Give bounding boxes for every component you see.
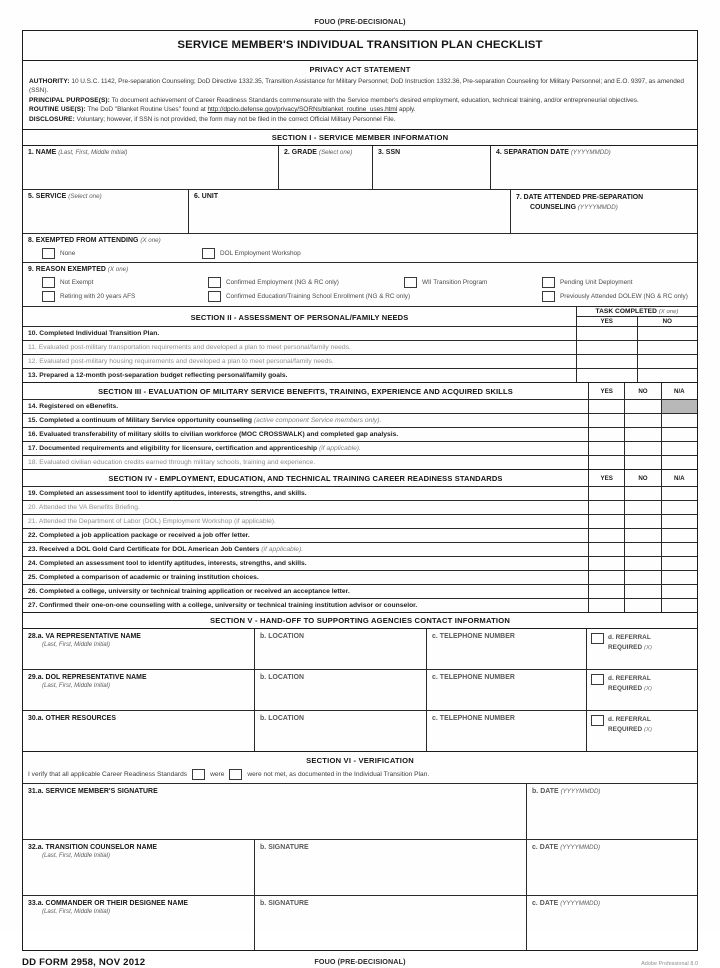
checkbox-icon[interactable]: [42, 277, 55, 288]
form-footer: [22, 951, 698, 968]
column-header-na: N/A: [673, 387, 685, 395]
column-header-na: N/A: [673, 474, 685, 482]
table-row: [23, 414, 697, 428]
item-13-text: Prepared a 12-month post-separation budget reflecting personal/family goals.: [39, 372, 288, 380]
answer-no-cell[interactable]: [625, 599, 661, 612]
answer-yes-cell[interactable]: [589, 515, 625, 528]
section-2-items: [23, 327, 697, 383]
answer-na-cell[interactable]: [662, 529, 697, 542]
privacy-disclosure-text: Voluntary; however, if SSN is not provided, the form may not be filed in the correct Official Military Personnel File.: [76, 115, 396, 123]
task-completed-group: [577, 307, 697, 326]
section-3-header: SECTION III - EVALUATION OF MILITARY SERVICE BENEFITS, TRAINING, EXPERIENCE AND ACQUIRED SKILLS: [23, 383, 589, 399]
checkbox-icon[interactable]: [542, 291, 555, 302]
checkbox-icon-were-not-met[interactable]: [229, 769, 242, 780]
checkbox-icon[interactable]: [42, 248, 55, 259]
exempted-label: 8. EXEMPTED FROM ATTENDING: [28, 237, 139, 245]
service-member-date-note: (YYYYMMDD): [560, 788, 601, 796]
table-row: [23, 543, 697, 557]
answer-no-cell[interactable]: [625, 543, 661, 556]
section-1-row-2: [23, 190, 697, 234]
item-26-number: 26.: [28, 588, 38, 596]
va-location-field[interactable]: [255, 629, 427, 669]
signature-row-32: [23, 840, 697, 896]
transition-counselor-date-field[interactable]: [527, 840, 697, 895]
field-name[interactable]: [23, 146, 279, 189]
dol-referral-required-field[interactable]: [587, 670, 697, 710]
other-referral-label-2: REQUIRED: [608, 725, 643, 733]
table-row: [23, 557, 697, 571]
privacy-routine-use: [29, 105, 691, 114]
column-header-no: NO: [662, 318, 672, 326]
item-27-number: 27.: [28, 602, 38, 610]
transition-counselor-name-label: 32.a. TRANSITION COUNSELOR NAME: [28, 844, 158, 852]
item-21-note: (if applicable).: [233, 518, 276, 526]
answer-no-cell[interactable]: [625, 557, 661, 570]
privacy-routine-text-post: apply.: [398, 106, 416, 114]
answer-no-cell[interactable]: [625, 456, 661, 469]
answer-na-cell[interactable]: [662, 571, 697, 584]
answer-na-cell[interactable]: [662, 557, 697, 570]
section-2-header: SECTION II - ASSESSMENT OF PERSONAL/FAMILY NEEDS: [23, 307, 577, 326]
field-service-note: (Select one): [68, 193, 102, 201]
field-exempted-from-attending: [23, 234, 697, 263]
item-24-number: 24.: [28, 560, 38, 568]
field-grade-label: 2. GRADE: [284, 149, 317, 157]
other-location-label: b. LOCATION: [260, 715, 305, 723]
transition-counselor-name-note: (Last, First, Middle Initial): [42, 852, 111, 860]
item-25-number: 25.: [28, 574, 38, 582]
privacy-routine-url[interactable]: http://dpclo.defense.gov/privacy/SORNs/blanket_routine_uses.html: [207, 106, 398, 114]
item-26-text: Completed a college, university or technical training application or received an acceptance letter.: [39, 588, 350, 596]
item-10-number: 10.: [28, 330, 38, 338]
va-representative-name-note: (Last, First, Middle Initial): [42, 641, 111, 649]
verification-text-post: were not met, as documented in the Individual Transition Plan.: [247, 771, 430, 779]
exempt-option-none-label: None: [60, 250, 76, 258]
verification-text-mid: were: [210, 771, 225, 779]
section-1-header: SECTION I - SERVICE MEMBER INFORMATION: [23, 130, 697, 146]
section-2-header-row: [23, 307, 697, 327]
service-member-date-label: b. DATE: [532, 788, 559, 796]
field-ssn[interactable]: [373, 146, 491, 189]
other-referral-note: (X): [643, 726, 652, 733]
answer-no-cell[interactable]: [625, 501, 661, 514]
table-row: [23, 670, 697, 711]
checkbox-icon[interactable]: [591, 633, 604, 644]
answer-yes-cell[interactable]: [589, 428, 625, 441]
commander-signature-field[interactable]: [255, 896, 527, 950]
checkbox-icon[interactable]: [591, 715, 604, 726]
item-17-number: 17.: [28, 445, 38, 453]
va-representative-name-label: 28.a. VA REPRESENTATIVE NAME: [28, 633, 141, 641]
item-16-number: 16.: [28, 431, 38, 439]
privacy-act-statement: [23, 61, 697, 130]
item-22-text: Completed a job application package or received a job offer letter.: [39, 532, 250, 540]
privacy-purpose-text: To document achievement of Career Readiness Standards commensurate with the Service member's desired employment, education, technical training, and/or entrepreneurial objectives.: [111, 96, 639, 104]
field-unit[interactable]: [189, 190, 511, 233]
table-row: [23, 327, 697, 341]
answer-yes-cell[interactable]: [589, 599, 625, 612]
table-row: [23, 355, 697, 369]
field-grade-note: (Select one): [318, 149, 353, 157]
item-15-number: 15.: [28, 417, 38, 425]
checkbox-icon[interactable]: [591, 674, 604, 685]
field-ssn-label: 3. SSN: [378, 149, 401, 157]
answer-no-cell[interactable]: [625, 414, 661, 427]
transition-counselor-date-note: (YYYYMMDD): [560, 844, 601, 852]
commander-signature-label: b. SIGNATURE: [260, 900, 309, 908]
item-14-number: 14.: [28, 403, 38, 411]
commander-date-label: c. DATE: [532, 900, 559, 908]
table-row: [23, 341, 697, 355]
checkbox-icon[interactable]: [542, 277, 555, 288]
verification-text-pre: I verify that all applicable Career Readiness Standards: [28, 771, 188, 779]
answer-na-cell[interactable]: [662, 428, 697, 441]
table-row: [23, 369, 697, 382]
checkbox-icon-were-met[interactable]: [192, 769, 205, 780]
item-23-number: 23.: [28, 546, 38, 554]
item-23-text: Received a DOL Gold Card Certificate for DOL American Job Centers: [39, 546, 260, 554]
transition-counselor-date-label: c. DATE: [532, 844, 559, 852]
item-16-text: Evaluated transferability of military skills to civilian workforce (MOC CROSSWALK) and completed gap analysis.: [39, 431, 399, 439]
item-12-text: Evaluated post-military housing requirements and developed a plan to meet personal/family needs.: [39, 358, 334, 366]
item-25-text: Completed a comparison of academic or training institution choices.: [39, 574, 259, 582]
dol-referral-note: (X): [643, 685, 652, 692]
item-11-text: Evaluated post-military transportation requirements and developed a plan to meet personal/family needs.: [38, 344, 351, 352]
column-header-yes: YES: [589, 383, 625, 399]
privacy-authority-text: 10 U.S.C. 1142, Pre-separation Counseling; DoD Directive 1332.35, Transition Assistance for Military Personnel; DoD Instruction 1332.36, Pre-separation Counseling for Military Personnel; and E.O. 9397, as amended (SSN).: [29, 78, 684, 95]
reason-option-confirmed-employment-label: Confirmed Employment (NG & RC only): [226, 279, 339, 287]
answer-yes-cell[interactable]: [589, 414, 625, 427]
answer-no-cell[interactable]: [638, 327, 698, 340]
answer-yes-cell[interactable]: [577, 341, 638, 354]
answer-yes-cell[interactable]: [589, 400, 625, 413]
reason-option-previously-attended-dolew-label: Previously Attended DOLEW (NG & RC only): [560, 293, 688, 301]
item-13-number: 13.: [28, 372, 38, 380]
item-22-number: 22.: [28, 532, 38, 540]
item-17-note: (if applicable).: [318, 445, 361, 453]
other-referral-label-1: d. REFERRAL: [608, 716, 651, 724]
item-17-text: Documented requirements and eligibility for licensure, certification and apprenticeship: [39, 445, 318, 453]
item-10-text: Completed Individual Transition Plan.: [39, 330, 160, 338]
item-15-note: (active component Service members only).: [253, 417, 382, 425]
transition-counselor-name-field[interactable]: [23, 840, 255, 895]
transition-counselor-signature-label: b. SIGNATURE: [260, 844, 309, 852]
table-row: [23, 711, 697, 751]
service-member-date-field[interactable]: [527, 784, 697, 839]
answer-no-cell[interactable]: [638, 355, 698, 368]
form-number: DD FORM 2958, NOV 2012: [22, 957, 146, 968]
va-referral-note: (X): [643, 644, 652, 651]
other-location-field[interactable]: [255, 711, 427, 751]
section-1-row-1: [23, 146, 697, 190]
item-11-number: 11.: [28, 344, 37, 352]
reason-option-not-exempt[interactable]: [42, 277, 208, 288]
task-completed-note: (X one): [658, 309, 679, 316]
table-row: [23, 428, 697, 442]
dol-referral-label-1: d. REFERRAL: [608, 675, 651, 683]
commander-name-note: (Last, First, Middle Initial): [42, 908, 111, 916]
answer-na-cell-disabled: [662, 400, 697, 413]
answer-yes-cell[interactable]: [589, 442, 625, 455]
table-row: [23, 456, 697, 469]
other-resources-field[interactable]: [23, 711, 255, 751]
item-19-text: Completed an assessment tool to identify aptitudes, interests, strengths, and skills.: [39, 490, 307, 498]
answer-yes-cell[interactable]: [589, 585, 625, 598]
column-header-yes: YES: [577, 317, 638, 326]
dol-representative-name-label: 29.a. DOL REPRESENTATIVE NAME: [28, 674, 147, 682]
column-header-yes: YES: [589, 470, 625, 486]
other-resources-label: 30.a. OTHER RESOURCES: [28, 715, 116, 723]
field-unit-label: 6. UNIT: [194, 193, 219, 201]
field-separation-date-label: 4. SEPARATION DATE: [496, 149, 569, 157]
va-location-label: b. LOCATION: [260, 633, 305, 641]
answer-yes-cell[interactable]: [577, 369, 638, 382]
table-row: [23, 515, 697, 529]
answer-yes-cell[interactable]: [589, 456, 625, 469]
table-row: [23, 571, 697, 585]
exempted-options: [28, 248, 693, 259]
item-20-text: Attended the VA Benefits Briefing.: [38, 504, 140, 512]
verification-statement: [23, 766, 697, 784]
exempted-note: (X one): [140, 237, 161, 245]
section-5-header: SECTION V - HAND-OFF TO SUPPORTING AGENCIES CONTACT INFORMATION: [23, 613, 697, 629]
answer-no-cell[interactable]: [625, 442, 661, 455]
reason-option-confirmed-employment[interactable]: [208, 277, 404, 288]
privacy-disclosure-label: DISCLOSURE:: [29, 115, 75, 123]
answer-na-cell[interactable]: [662, 585, 697, 598]
task-completed-label: TASK COMPLETED: [595, 308, 657, 316]
field-date-attended-counseling[interactable]: [511, 190, 697, 233]
answer-no-cell[interactable]: [625, 487, 661, 500]
item-18-text: Evaluated civilian education credits earned through military schools, training and experience.: [39, 459, 316, 467]
form-body: [22, 30, 698, 951]
other-telephone-field[interactable]: [427, 711, 587, 751]
reason-option-retiring-20-years-label: Retiring with 20 years AFS: [60, 293, 136, 301]
va-referral-label-2: REQUIRED: [608, 643, 643, 651]
privacy-purpose: [29, 96, 691, 105]
section-4-header-row: [23, 470, 697, 487]
field-service-label: 5. SERVICE: [28, 193, 67, 201]
checkbox-icon[interactable]: [404, 277, 417, 288]
privacy-act-heading: PRIVACY ACT STATEMENT: [309, 65, 411, 74]
table-row: [23, 400, 697, 414]
dol-referral-label-2: REQUIRED: [608, 684, 643, 692]
exempt-option-dol-workshop[interactable]: [202, 248, 301, 259]
privacy-routine-label: ROUTINE USE(S):: [29, 106, 86, 114]
reason-option-confirmed-education[interactable]: [208, 291, 542, 302]
field-date-attended-label2: COUNSELING: [530, 203, 576, 211]
item-14-text: Registered on eBenefits.: [39, 403, 119, 411]
privacy-routine-text-pre: The DoD "Blanket Routine Uses" found at: [87, 106, 206, 114]
transition-counselor-signature-field[interactable]: [255, 840, 527, 895]
section-4-header: SECTION IV - EMPLOYMENT, EDUCATION, AND TECHNICAL TRAINING CAREER READINESS STANDARDS: [23, 470, 589, 486]
va-referral-required-field[interactable]: [587, 629, 697, 669]
checkbox-icon[interactable]: [208, 291, 221, 302]
reason-option-pending-deployment[interactable]: [542, 277, 632, 288]
answer-no-cell[interactable]: [638, 341, 698, 354]
field-separation-date-note: (YYYYMMDD): [570, 149, 611, 157]
field-separation-date[interactable]: [491, 146, 697, 189]
reason-exempted-note: (X one): [107, 266, 129, 274]
item-19-number: 19.: [28, 490, 38, 498]
answer-na-cell[interactable]: [662, 543, 697, 556]
signature-row-31: [23, 784, 697, 840]
column-header-no: NO: [625, 383, 661, 399]
answer-no-cell[interactable]: [625, 529, 661, 542]
fouo-header-banner: FOUO (PRE-DECISIONAL): [314, 17, 406, 26]
answer-na-cell[interactable]: [662, 456, 697, 469]
table-row: [23, 529, 697, 543]
table-row: [23, 629, 697, 670]
item-21-text: Attended the Department of Labor (DOL) Employment Workshop: [38, 518, 233, 526]
answer-na-cell[interactable]: [662, 599, 697, 612]
table-row: [23, 487, 697, 501]
answer-yes-cell[interactable]: [589, 557, 625, 570]
answer-na-cell[interactable]: [662, 501, 697, 514]
answer-no-cell[interactable]: [625, 515, 661, 528]
commander-date-note: (YYYYMMDD): [560, 900, 601, 908]
answer-yes-cell[interactable]: [589, 529, 625, 542]
item-24-text: Completed an assessment tool to identify aptitudes, interests, strengths, and skills.: [39, 560, 307, 568]
field-name-label: 1. NAME: [28, 149, 57, 157]
exempt-option-dol-workshop-label: DOL Employment Workshop: [220, 250, 301, 258]
answer-no-cell[interactable]: [625, 571, 661, 584]
exempt-option-none[interactable]: [42, 248, 202, 259]
dol-location-label: b. LOCATION: [260, 674, 305, 682]
reason-option-wii-transition-label: WII Transition Program: [422, 279, 488, 287]
reason-option-confirmed-education-label: Confirmed Education/Training School Enrollment (NG & RC only): [226, 293, 411, 301]
checkbox-icon[interactable]: [202, 248, 215, 259]
dol-location-field[interactable]: [255, 670, 427, 710]
other-referral-required-field[interactable]: [587, 711, 697, 751]
privacy-purpose-label: PRINCIPAL PURPOSE(S):: [29, 96, 110, 104]
commander-name-label: 33.a. COMMANDER OR THEIR DESIGNEE NAME: [28, 900, 189, 908]
privacy-authority-label: AUTHORITY:: [29, 78, 70, 85]
reason-option-previously-attended-dolew[interactable]: [542, 291, 688, 302]
table-row: [23, 585, 697, 599]
column-header-no: NO: [625, 470, 661, 486]
answer-na-cell[interactable]: [662, 487, 697, 500]
field-date-attended-label: 7. DATE ATTENDED PRE-SEPARATION: [516, 194, 644, 202]
answer-na-cell[interactable]: [662, 515, 697, 528]
reason-option-retiring-20-years[interactable]: [42, 291, 208, 302]
commander-name-field[interactable]: [23, 896, 255, 950]
dol-representative-name-note: (Last, First, Middle Initial): [42, 682, 111, 690]
commander-date-field[interactable]: [527, 896, 697, 950]
answer-yes-cell[interactable]: [589, 501, 625, 514]
section-3-header-row: [23, 383, 697, 400]
answer-yes-cell[interactable]: [589, 543, 625, 556]
form-title: SERVICE MEMBER'S INDIVIDUAL TRANSITION PLAN CHECKLIST: [23, 31, 697, 61]
field-grade[interactable]: [279, 146, 373, 189]
va-telephone-label: c. TELEPHONE NUMBER: [432, 633, 515, 641]
pdf-producer-label: Adobe Professional 8.0: [641, 961, 698, 968]
dol-telephone-label: c. TELEPHONE NUMBER: [432, 674, 515, 682]
checkbox-icon[interactable]: [208, 277, 221, 288]
field-date-attended-note: (YYYYMMDD): [577, 203, 618, 211]
service-member-signature-field[interactable]: [23, 784, 527, 839]
item-15-text: Completed a continuum of Military Service opportunity counseling: [39, 417, 252, 425]
section-5-table: [23, 629, 697, 752]
answer-no-cell[interactable]: [625, 428, 661, 441]
privacy-disclosure: [29, 115, 691, 124]
answer-yes-cell[interactable]: [589, 571, 625, 584]
signature-row-33: [23, 896, 697, 950]
fouo-footer-banner: FOUO (PRE-DECISIONAL): [314, 957, 406, 967]
answer-no-cell[interactable]: [625, 400, 661, 413]
table-row: [23, 501, 697, 515]
answer-yes-cell[interactable]: [589, 487, 625, 500]
field-name-note: (Last, First, Middle Initial): [58, 149, 128, 157]
section-4-items: [23, 487, 697, 613]
field-reason-exempted: [23, 263, 697, 307]
answer-no-cell[interactable]: [625, 585, 661, 598]
item-21-number: 21.: [28, 518, 38, 526]
answer-no-cell[interactable]: [638, 369, 698, 382]
dol-telephone-field[interactable]: [427, 670, 587, 710]
checkbox-icon[interactable]: [42, 291, 55, 302]
field-service[interactable]: [23, 190, 189, 233]
reason-exempted-label: 9. REASON EXEMPTED: [28, 266, 106, 274]
reason-option-wii-transition[interactable]: [404, 277, 542, 288]
privacy-authority: [29, 77, 691, 96]
reason-option-pending-deployment-label: Pending Unit Deployment: [560, 279, 633, 287]
section-3-items: [23, 400, 697, 470]
section-6-header: SECTION VI - VERIFICATION: [306, 756, 414, 766]
other-telephone-label: c. TELEPHONE NUMBER: [432, 715, 515, 723]
va-referral-label-1: d. REFERRAL: [608, 634, 651, 642]
item-23-note: (if applicable).: [261, 546, 304, 554]
reason-exempted-row-1: [28, 277, 693, 288]
item-27-text: Confirmed their one-on-one counseling with a college, university or technical training institution advisor or counselor.: [39, 602, 418, 610]
answer-na-cell[interactable]: [662, 442, 697, 455]
item-20-number: 20.: [28, 504, 38, 512]
reason-exempted-row-2: [28, 291, 693, 302]
dol-representative-name-field[interactable]: [23, 670, 255, 710]
service-member-signature-label: 31.a. SERVICE MEMBER'S SIGNATURE: [28, 788, 158, 796]
reason-option-not-exempt-label: Not Exempt: [60, 279, 94, 287]
va-telephone-field[interactable]: [427, 629, 587, 669]
answer-yes-cell[interactable]: [577, 355, 638, 368]
answer-yes-cell[interactable]: [577, 327, 638, 340]
answer-na-cell[interactable]: [662, 414, 697, 427]
table-row: [23, 599, 697, 612]
item-12-number: 12.: [28, 358, 38, 366]
va-representative-name-field[interactable]: [23, 629, 255, 669]
table-row: [23, 442, 697, 456]
item-18-number: 18.: [28, 459, 38, 467]
